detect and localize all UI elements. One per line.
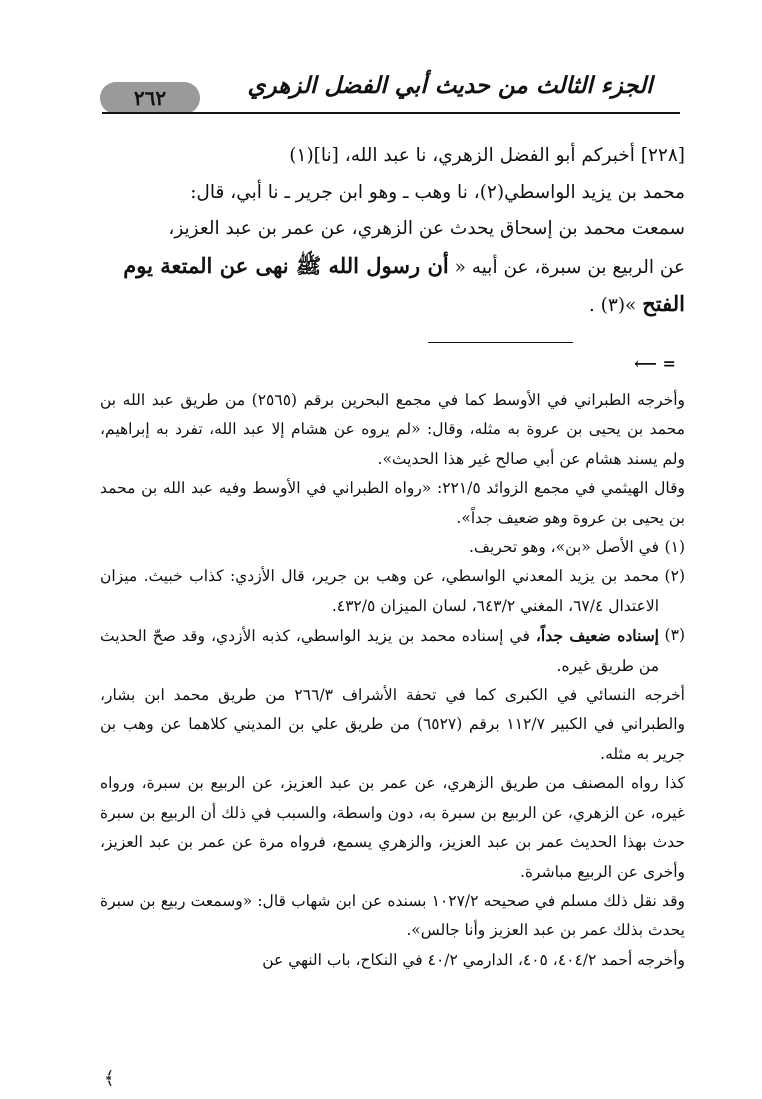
footnote-separator [428, 342, 573, 343]
footnote-number: (٢) [664, 567, 685, 586]
footnote-number: (١) [664, 538, 685, 557]
hadith-line: سمعت محمد بن إسحاق يحدث عن الزهري، عن عمر بن عبد العزيز، [168, 218, 685, 239]
hadith-line [100, 286, 685, 325]
note-paragraph: أخرجه النسائي في الكبرى كما في تحفة الأشراف ٢٦٦/٣ من طريق محمد ابن بشار، والطبراني في الكبير ١١٢/٧ برقم (٦٥٢٧) من طريق علي بن المديني كلاهما عن وهب بن جرير به مثله. [100, 686, 685, 763]
hadith-line: محمد بن يزيد الواسطي(٢)، نا وهب ـ وهو ابن جرير ـ نا أبي، قال: [190, 181, 685, 203]
footnote-verdict: إسناده ضعيف جداً، [535, 626, 659, 646]
page-number: ٢٦٢ [100, 82, 200, 114]
footnote-1 [100, 533, 685, 562]
note-paragraph: كذا رواه المصنف من طريق الزهري، عن عمر بن عبد العزيز، عن الربيع بن سبرة، ورواه غيره، عن الزهري، عن الربيع بن سبرة به، دون واسطة، والسبب في ذلك أن الربيع بن سبرة حدث بهذا الحديث عمر بن عبد العزيز، والزهري يسمع، فرواه مرة عن عمر بن عبد العزيز، وأخرى عن الربيع مباشرة. [100, 774, 685, 881]
hadith-text-plain: عن الربيع بن سبرة، عن أبيه « [454, 256, 685, 278]
note-paragraph: وقد نقل ذلك مسلم في صحيحه ١٠٢٧/٢ بسنده عن ابن شهاب قال: «وسمعت ربيع بن سبرة يحدث بذلك عمر بن عبد العزيز وأنا جالس». [100, 891, 685, 940]
hadith-line: [٢٢٨] أخبركم أبو الفضل الزهري، نا عبد الله، [نا](١) [289, 145, 685, 166]
hadith-text [100, 138, 685, 325]
footnote-3 [100, 621, 685, 681]
hadith-matn: الفتح [642, 291, 685, 316]
header-title: الجزء الثالث من حديث أبي الفضل الزهري [247, 72, 653, 99]
header-rule [102, 112, 680, 114]
footnotes [100, 386, 685, 975]
footnote-body: في إسناده محمد بن يزيد الواسطي، كذبه الأزدي، وقد صحّ الحديث من طريق غيره. [100, 627, 659, 675]
footnote-text: محمد بن يزيد المعدني الواسطي، عن وهب بن جرير، قال الأزدي: كذاب خبيث. ميزان الاعتدال ٦٧/٤، المغني ٦٤٣/٢، لسان الميزان ٤٣٢/٥. [100, 567, 659, 615]
note-paragraph: وأخرجه الطبراني في الأوسط كما في مجمع البحرين برقم (٢٥٦٥) من طريق عبد الله بن محمد بن يحيى بن عروة به مثله، وقال: «لم يروه عن هشام إلا عبد الله، تفرد به إبراهيم، ولم يسند هشام عن أبي صالح غير هذا الحديث». [100, 391, 686, 468]
running-header [100, 62, 680, 122]
footnote-number: (٣) [664, 626, 685, 645]
continuation-mark: = ⟵ [634, 354, 676, 373]
hadith-text-plain: »(٣) . [588, 295, 637, 316]
note-paragraph: وأخرجه أحمد ٤٠٤/٢، ٤٠٥، الدارمي ٤٠/٢ في النكاح، باب النهي عن [262, 950, 685, 969]
continuation-marker-bottom: ﴾ [104, 1068, 115, 1089]
hadith-matn: أن رسول الله ﷺ نهى عن المتعة يوم [123, 252, 449, 278]
footnote-2 [100, 562, 685, 621]
footnote-text [100, 621, 659, 681]
hadith-line [100, 248, 685, 287]
note-paragraph: وقال الهيثمي في مجمع الزوائد ٢٢١/٥: «رواه الطبراني في الأوسط وفيه عبد الله بن محمد بن يحيى بن عروة وهو ضعيف جداً». [100, 479, 685, 527]
footnote-text: في الأصل «بن»، وهو تحريف. [469, 538, 659, 557]
